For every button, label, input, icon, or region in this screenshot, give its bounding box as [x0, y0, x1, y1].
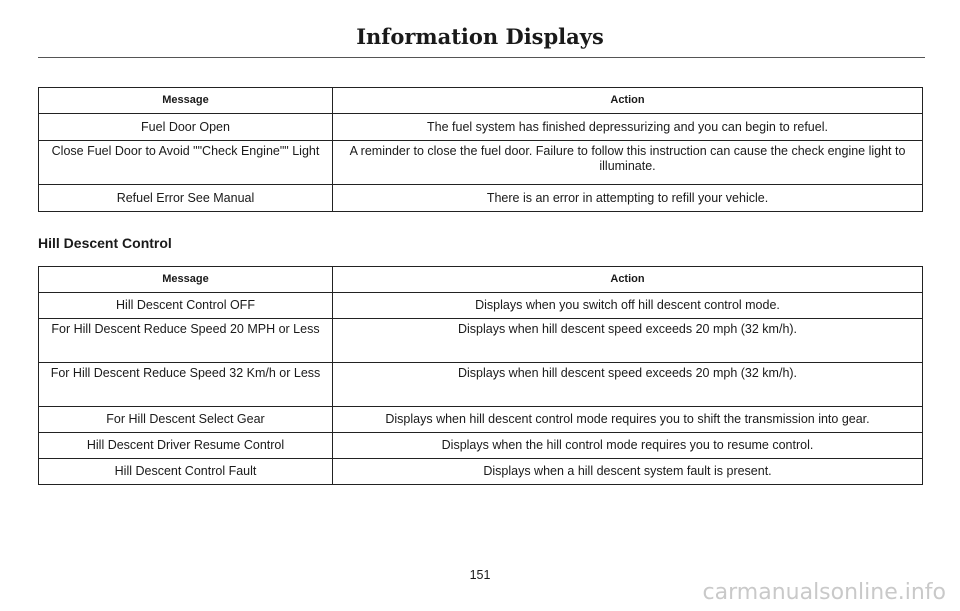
message-cell: For Hill Descent Reduce Speed 32 Km/h or Less	[39, 363, 333, 407]
table-row	[39, 185, 923, 212]
table-row	[39, 114, 923, 141]
header-divider	[38, 57, 925, 58]
table-header-row	[39, 267, 923, 293]
action-cell: The fuel system has finished depressurizing and you can begin to refuel.	[333, 114, 923, 141]
message-cell: Hill Descent Driver Resume Control	[39, 433, 333, 459]
table-row	[39, 319, 923, 363]
message-cell: Hill Descent Control Fault	[39, 459, 333, 485]
action-cell: There is an error in attempting to refill your vehicle.	[333, 185, 923, 212]
table-row	[39, 141, 923, 185]
action-cell: Displays when the hill control mode requires you to resume control.	[333, 433, 923, 459]
action-cell: Displays when hill descent speed exceeds 20 mph (32 km/h).	[333, 319, 923, 363]
fuel-messages-table	[38, 87, 923, 212]
message-cell: Refuel Error See Manual	[39, 185, 333, 212]
action-cell: A reminder to close the fuel door. Failure to follow this instruction can cause the check engine light to illuminate.	[333, 141, 923, 185]
message-cell: For Hill Descent Select Gear	[39, 407, 333, 433]
table-row	[39, 459, 923, 485]
action-cell: Displays when you switch off hill descent control mode.	[333, 293, 923, 319]
column-header-message: Message	[39, 88, 333, 114]
table-row	[39, 293, 923, 319]
message-cell: Hill Descent Control OFF	[39, 293, 333, 319]
action-cell: Displays when hill descent control mode requires you to shift the transmission into gear.	[333, 407, 923, 433]
table-row	[39, 407, 923, 433]
column-header-message: Message	[39, 267, 333, 293]
column-header-action: Action	[333, 267, 923, 293]
action-cell: Displays when a hill descent system fault is present.	[333, 459, 923, 485]
message-cell: Close Fuel Door to Avoid ""Check Engine"" Light	[39, 141, 333, 185]
message-cell: For Hill Descent Reduce Speed 20 MPH or Less	[39, 319, 333, 363]
watermark: carmanualsonline.info	[702, 580, 946, 605]
column-header-action: Action	[333, 88, 923, 114]
page-title: Information Displays	[356, 24, 604, 49]
section-heading: Hill Descent Control	[38, 235, 172, 251]
table-row	[39, 363, 923, 407]
message-cell: Fuel Door Open	[39, 114, 333, 141]
action-cell: Displays when hill descent speed exceeds 20 mph (32 km/h).	[333, 363, 923, 407]
page-number: 151	[469, 568, 491, 582]
hill-descent-messages-table	[38, 266, 923, 485]
table-row	[39, 433, 923, 459]
table-header-row	[39, 88, 923, 114]
